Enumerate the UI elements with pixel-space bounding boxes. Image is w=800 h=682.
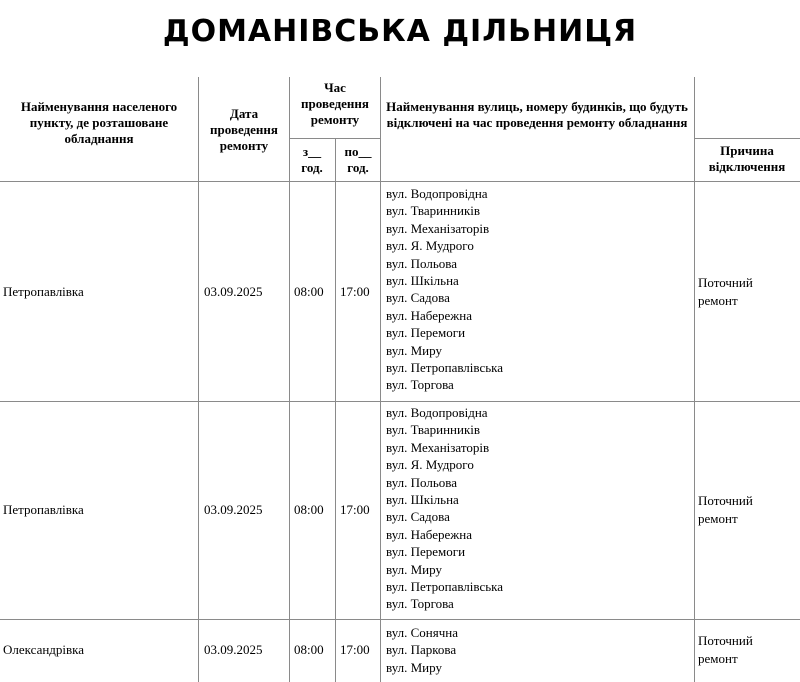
header-streets: Найменування вулиць, номеру будинків, що будуть відключені на час проведення ремонту обладнання bbox=[386, 99, 688, 130]
header-time: Час проведення ремонту bbox=[301, 80, 369, 127]
row-settlement: Петропавлівка bbox=[3, 502, 84, 517]
row-reason: Поточний ремонт bbox=[698, 275, 753, 308]
grid-line bbox=[289, 138, 381, 139]
row-date: 03.09.2025 bbox=[204, 642, 263, 657]
row-time-to: 17:00 bbox=[340, 642, 370, 657]
grid-line bbox=[0, 401, 800, 402]
street-item: вул. Торгова bbox=[386, 596, 454, 612]
street-item: вул. Польова bbox=[386, 474, 457, 490]
header-settlement: Найменування населеного пункту, де розташоване обладнання bbox=[20, 99, 178, 146]
row-time-to: 17:00 bbox=[340, 502, 370, 517]
street-item: вул. Садова bbox=[386, 290, 450, 306]
grid-line bbox=[335, 138, 336, 682]
row-streets-list bbox=[386, 185, 503, 394]
street-item: вул. Миру bbox=[386, 659, 442, 675]
street-item: вул. Я. Мудрого bbox=[386, 238, 474, 254]
street-item: вул. Набережна bbox=[386, 307, 472, 323]
header-from: з__ год. bbox=[301, 144, 323, 175]
row-settlement: Олександрівка bbox=[3, 642, 85, 657]
grid-line bbox=[198, 77, 199, 682]
row-streets-list bbox=[386, 404, 503, 613]
row-time-from: 08:00 bbox=[294, 642, 324, 657]
street-item: вул. Механізаторів bbox=[386, 439, 490, 455]
street-item: вул. Водопровідна bbox=[386, 405, 488, 420]
row-streets-list bbox=[386, 624, 458, 676]
grid-line bbox=[380, 77, 381, 682]
street-item: вул. Водопровідна bbox=[386, 186, 488, 201]
street-item: вул. Петропавлівська bbox=[386, 360, 504, 376]
street-item: вул. Сонячна bbox=[386, 625, 458, 640]
street-item: вул. Польова bbox=[386, 255, 457, 271]
row-time-to: 17:00 bbox=[340, 284, 370, 299]
street-item: вул. Тваринників bbox=[386, 422, 481, 438]
header-reason: Причина відключення bbox=[708, 143, 786, 174]
row-reason: Поточний ремонт bbox=[698, 633, 753, 666]
street-item: вул. Шкільна bbox=[386, 273, 459, 289]
row-date: 03.09.2025 bbox=[204, 284, 263, 299]
row-time-from: 08:00 bbox=[294, 502, 324, 517]
street-item: вул. Перемоги bbox=[386, 544, 466, 560]
header-date: Дата проведення ремонту bbox=[210, 106, 278, 153]
page-title: ДОМАНІВСЬКА ДІЛЬНИЦЯ bbox=[162, 14, 638, 49]
street-item: вул. Механізаторів bbox=[386, 220, 490, 236]
grid-line bbox=[0, 619, 800, 620]
outage-schedule-table bbox=[0, 77, 800, 682]
street-item: вул. Шкільна bbox=[386, 492, 459, 508]
row-date: 03.09.2025 bbox=[204, 502, 263, 517]
row-reason: Поточний ремонт bbox=[698, 493, 753, 526]
street-item: вул. Перемоги bbox=[386, 325, 466, 341]
street-item: вул. Тваринників bbox=[386, 203, 481, 219]
street-item: вул. Набережна bbox=[386, 526, 472, 542]
street-item: вул. Петропавлівська bbox=[386, 579, 504, 595]
header-to: по__ год. bbox=[344, 144, 372, 175]
grid-line bbox=[694, 77, 695, 682]
street-item: вул. Я. Мудрого bbox=[386, 457, 474, 473]
row-settlement: Петропавлівка bbox=[3, 284, 84, 299]
street-item: вул. Миру bbox=[386, 342, 442, 358]
grid-line bbox=[289, 77, 290, 682]
street-item: вул. Миру bbox=[386, 561, 442, 577]
grid-line bbox=[694, 138, 800, 139]
street-item: вул. Паркова bbox=[386, 642, 457, 658]
street-item: вул. Торгова bbox=[386, 377, 454, 393]
grid-line bbox=[0, 181, 800, 182]
street-item: вул. Садова bbox=[386, 509, 450, 525]
row-time-from: 08:00 bbox=[294, 284, 324, 299]
